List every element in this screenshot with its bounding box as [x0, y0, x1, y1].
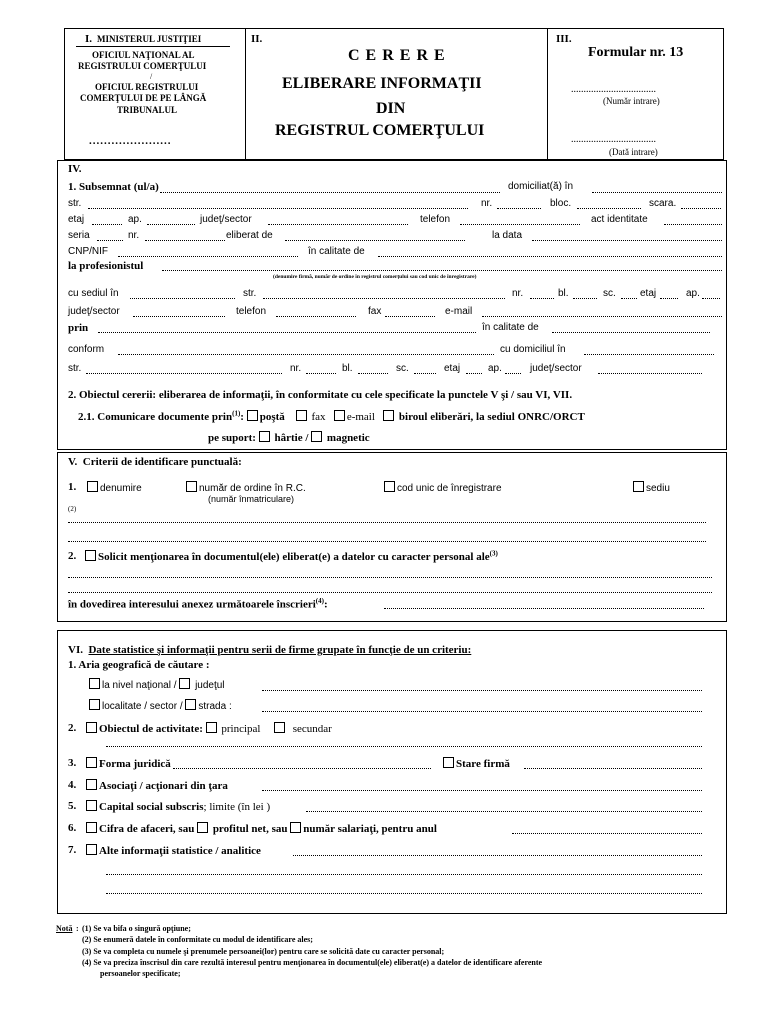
- seria-nr-label: nr.: [128, 230, 140, 241]
- vi-item4-num: 4.: [68, 779, 77, 791]
- nr-field[interactable]: [497, 208, 541, 209]
- col1-label: I.: [85, 33, 93, 45]
- hartie-checkbox[interactable]: [259, 431, 270, 442]
- section-vi-heading: [68, 645, 471, 656]
- posta-label: poştă: [259, 411, 285, 423]
- principal-checkbox[interactable]: [206, 722, 217, 733]
- section-vi-box: [57, 630, 727, 914]
- act-identitate-field[interactable]: [664, 224, 722, 225]
- capital-label: Capital social subscris: [99, 801, 204, 813]
- forma-juridica-checkbox[interactable]: [86, 757, 97, 768]
- note-2: (2) Se enumeră datele în conformitate cu modul de identificare ales;: [82, 935, 313, 944]
- solicit-field-1[interactable]: [68, 577, 712, 578]
- in-calitate-de-label: în calitate de: [308, 246, 365, 257]
- col2-label: II.: [251, 33, 263, 45]
- forma-juridica-row: [86, 757, 171, 770]
- data-intrare-label: (Dată intrare): [609, 147, 658, 157]
- sediu-ap-label: ap.: [686, 288, 700, 299]
- birou-label: biroul eliberări, la sediul ONRC/ORCT: [398, 411, 585, 423]
- denumire-option: [87, 481, 142, 494]
- dom-str-label: str.: [68, 363, 82, 374]
- onrc-line2: REGISTRULUI COMERŢULUI: [78, 61, 207, 71]
- alte-field-1[interactable]: [293, 855, 702, 856]
- localitate-row: [89, 699, 232, 712]
- cu-domiciliul-field[interactable]: [584, 354, 714, 355]
- strada-label: strada :: [198, 701, 232, 712]
- sediu-etaj-field[interactable]: [660, 298, 678, 299]
- dom-etaj-label: etaj: [444, 363, 461, 374]
- email-label: e-mail: [346, 411, 375, 423]
- conform-label: conform: [68, 344, 105, 355]
- form-subtitle-1: ELIBERARE INFORMAŢII: [282, 75, 482, 92]
- cnp-label: CNP/NIF: [68, 246, 108, 257]
- obiectul-field[interactable]: [106, 746, 702, 747]
- sediu-label: sediu: [646, 483, 670, 494]
- solicit-label: Solicit menţionarea în documentul(ele) eliberat(e) a datelor cu caracter personal ale: [98, 551, 490, 563]
- telefon-label: telefon: [420, 214, 451, 225]
- obiectul-label: [68, 390, 572, 401]
- sediu-str-label: str.: [243, 288, 257, 299]
- numar-ordine-option: [186, 481, 306, 494]
- solicit-row: [85, 550, 498, 563]
- asociati-field[interactable]: [262, 790, 702, 791]
- cod-unic-checkbox[interactable]: [384, 481, 395, 492]
- ap-label: ap.: [128, 214, 142, 225]
- cu-domiciliul-label: cu domiciliul în: [500, 344, 566, 355]
- sediu-ap-field[interactable]: [702, 298, 720, 299]
- comunicare-sup: (1): [232, 409, 241, 418]
- note-4b: persoanelor specificate;: [100, 969, 181, 978]
- forma-juridica-field[interactable]: [173, 768, 431, 769]
- orc-line2: COMERŢULUI DE PE LÂNGĂ: [80, 93, 207, 103]
- dom-nr-label: nr.: [290, 363, 302, 374]
- eliberat-de-field[interactable]: [285, 240, 465, 241]
- salariati-field[interactable]: [512, 833, 702, 834]
- vi-item2-num: 2.: [68, 722, 77, 734]
- form-title: C E R E R E: [348, 47, 446, 64]
- sediu-bl-field[interactable]: [573, 298, 597, 299]
- act-identitate-label: act identitate: [591, 214, 648, 225]
- pe-suport-label: pe suport:: [208, 432, 256, 444]
- subsemnat-field[interactable]: [160, 192, 500, 193]
- posta-checkbox[interactable]: [247, 410, 258, 421]
- suport-row: [208, 431, 370, 444]
- cifra-row: [86, 822, 437, 835]
- dom-ap-label: ap.: [488, 363, 502, 374]
- judet-sector-field[interactable]: [268, 224, 408, 225]
- fax-label: fax: [311, 411, 326, 423]
- criteriu-1-field-2[interactable]: [68, 541, 706, 542]
- sediu-sc-label: sc.: [603, 288, 616, 299]
- vi-item7-num: 7.: [68, 844, 77, 856]
- dom-ap-field[interactable]: [505, 373, 521, 374]
- form-subtitle-2: DIN: [376, 100, 406, 117]
- slash: /: [150, 72, 153, 81]
- section-v-heading: [68, 457, 242, 468]
- national-label: la nivel naţional /: [102, 680, 177, 691]
- cod-unic-label: cod unic de înregistrare: [397, 483, 502, 494]
- stare-firma-checkbox[interactable]: [443, 757, 454, 768]
- sediu-telefon-label: telefon: [236, 306, 267, 317]
- cnp-field[interactable]: [118, 256, 298, 257]
- national-row: [89, 678, 225, 691]
- dom-judet-label: judeţ/sector: [530, 363, 582, 374]
- dovedirea-sup: (4): [315, 597, 324, 605]
- secundar-checkbox[interactable]: [274, 722, 285, 733]
- dom-etaj-field[interactable]: [466, 373, 482, 374]
- cifra-checkbox[interactable]: [86, 822, 97, 833]
- orc-line1: OFICIUL REGISTRULUI: [95, 82, 199, 92]
- la-data-label: la data: [492, 230, 523, 241]
- seria-nr-field[interactable]: [145, 240, 225, 241]
- solicit-field-2[interactable]: [68, 592, 712, 593]
- asociati-label: Asociaţi / acţionari din ţara: [99, 780, 228, 792]
- obiectul-text: eliberarea de informaţii, în conformitate cu cele specificate la punctele V şi / sau VI, VII.: [158, 389, 573, 401]
- formular-number: Formular nr. 13: [588, 45, 684, 60]
- principal-label: principal: [221, 723, 261, 735]
- secundar-label: secundar: [292, 723, 332, 735]
- col3-label: III.: [556, 33, 572, 45]
- conform-field[interactable]: [118, 354, 494, 355]
- comunicare-row: 2.1. Comunicare documente prin$^{(1)}$: poştă fax e-mail biroul eliberări, la sediul ONRC/ORCT: [78, 409, 585, 423]
- sediu-judet-label: judeţ/sector: [68, 306, 120, 317]
- seria-field[interactable]: [97, 240, 123, 241]
- sediu-checkbox[interactable]: [633, 481, 644, 492]
- sediu-bl-label: bl.: [558, 288, 569, 299]
- section-vi-title: Date statistice şi informaţii pentru serii de firme grupate în funcţie de un criteriu:: [88, 644, 472, 656]
- cifra-label: Cifra de afaceri, sau: [99, 823, 195, 835]
- asociati-row: [86, 779, 228, 792]
- email-checkbox[interactable]: [334, 410, 345, 421]
- subsemnat-label: 1. Subsemnat (ul/a): [68, 181, 159, 193]
- alte-field-3[interactable]: [106, 893, 702, 894]
- salariati-checkbox[interactable]: [290, 822, 301, 833]
- denumire-checkbox[interactable]: [87, 481, 98, 492]
- judetul-checkbox[interactable]: [179, 678, 190, 689]
- stare-firma-row: [443, 757, 510, 770]
- prin-calitate-label: în calitate de: [482, 322, 539, 333]
- section-v-box: [57, 452, 727, 622]
- sediu-sc-field[interactable]: [621, 298, 637, 299]
- solicit-checkbox[interactable]: [85, 550, 96, 561]
- criteriu-1-num: 1.: [68, 481, 77, 493]
- numar-intrare-dots[interactable]: ..................................: [571, 84, 656, 95]
- aria-label: 1. Aria geografică de căutare :: [68, 659, 210, 671]
- sediu-nr-label: nr.: [512, 288, 524, 299]
- header-col3-divider: [547, 28, 548, 160]
- strada-field[interactable]: [262, 711, 702, 712]
- telefon-field[interactable]: [460, 224, 580, 225]
- criteriu-1-field-1[interactable]: [68, 522, 706, 523]
- section-vi-label: VI.: [68, 644, 83, 656]
- judetul-field[interactable]: [262, 690, 702, 691]
- comunicare-label: 2.1. Comunicare documente prin: [78, 411, 233, 423]
- dovedirea-field[interactable]: [384, 608, 704, 609]
- scara-label: scara.: [649, 198, 677, 209]
- stare-firma-label: Stare firmă: [456, 758, 510, 770]
- sediu-etaj-label: etaj: [640, 288, 657, 299]
- prin-calitate-field[interactable]: [552, 332, 710, 333]
- salariati-label: număr salariaţi, pentru anul: [303, 823, 437, 835]
- domiciliat-field[interactable]: [592, 192, 722, 193]
- sediu-telefon-field[interactable]: [276, 316, 356, 317]
- dom-judet-field[interactable]: [598, 373, 702, 374]
- obiectul-activitate-label: Obiectul de activitate: [99, 723, 200, 735]
- section-v-label: V.: [68, 456, 78, 468]
- fax-checkbox[interactable]: [296, 410, 307, 421]
- orc-line3: TRIBUNALUL: [117, 105, 178, 115]
- numar-ordine-label: număr de ordine în R.C.: [199, 483, 306, 494]
- sediu-nr-field[interactable]: [530, 298, 554, 299]
- capital-row: [86, 800, 270, 813]
- obiectul-row: Obiectul de activitate: principal secundar: [86, 722, 332, 735]
- sediu-email-label: e-mail: [445, 306, 473, 317]
- hartie-label: hârtie /: [274, 432, 309, 444]
- seria-label: seria: [68, 230, 90, 241]
- scara-field[interactable]: [681, 208, 721, 209]
- la-profesionistul-label: la profesionistul: [68, 260, 144, 272]
- national-checkbox[interactable]: [89, 678, 100, 689]
- obiectul-checkbox[interactable]: [86, 722, 97, 733]
- dovedirea-label: în dovedirea interesului anexez următoarele înscrieri: [68, 598, 316, 611]
- etaj-field[interactable]: [92, 224, 122, 225]
- ap-field[interactable]: [147, 224, 195, 225]
- profit-checkbox[interactable]: [197, 822, 208, 833]
- judet-sector-label: judeţ/sector: [200, 214, 252, 225]
- capital-checkbox[interactable]: [86, 800, 97, 811]
- sediu-option: [633, 481, 670, 494]
- denumire-label: denumire: [100, 483, 142, 494]
- la-profesionistul-field[interactable]: [162, 270, 722, 271]
- alte-field-2[interactable]: [106, 874, 702, 875]
- birou-checkbox[interactable]: [383, 410, 394, 421]
- alte-row: [86, 844, 261, 857]
- dom-str-field[interactable]: [86, 373, 282, 374]
- tribunal-dots[interactable]: ......................: [89, 135, 172, 147]
- str-field[interactable]: [88, 208, 468, 209]
- bloc-label: bloc.: [550, 198, 572, 209]
- str-label: str.: [68, 198, 82, 209]
- vi-item5-num: 5.: [68, 800, 77, 812]
- capital-field[interactable]: [306, 811, 702, 812]
- sediu-fax-label: fax: [368, 306, 382, 317]
- stare-firma-field[interactable]: [524, 768, 702, 769]
- dom-nr-field[interactable]: [306, 373, 336, 374]
- data-intrare-dots[interactable]: ..................................: [571, 134, 656, 145]
- eliberat-de-label: eliberat de: [226, 230, 273, 241]
- solicit-sup: (3): [489, 549, 498, 558]
- cu-sediul-label: cu sediul în: [68, 288, 119, 299]
- numar-ordine-checkbox[interactable]: [186, 481, 197, 492]
- alte-checkbox[interactable]: [86, 844, 97, 855]
- asociati-checkbox[interactable]: [86, 779, 97, 790]
- criteriu-2-num: 2.: [68, 550, 77, 562]
- ministry-name: MINISTERUL JUSTIŢIEI: [97, 34, 202, 44]
- form-subtitle-3: REGISTRUL COMERŢULUI: [275, 122, 485, 139]
- vi-item3-num: 3.: [68, 757, 77, 769]
- forma-juridica-label: Forma juridică: [99, 758, 171, 770]
- note-1: (1) Se va bifa o singură opţiune;: [82, 924, 191, 933]
- section-v-title: Criterii de identificare punctuală:: [82, 456, 242, 468]
- sediu-str-field[interactable]: [263, 298, 505, 299]
- profesionist-note: (denumire firmă, număr de ordine în registrul comerţului sau cod unic de înregistrare): [273, 274, 477, 280]
- sediu-email-field[interactable]: [482, 316, 722, 317]
- obiectul-label-text: 2. Obiectul cererii:: [68, 389, 157, 401]
- dom-bl-field[interactable]: [358, 373, 388, 374]
- in-calitate-de-field[interactable]: [378, 256, 722, 257]
- nota-colon: :: [76, 924, 79, 933]
- sediu-fax-field[interactable]: [385, 316, 435, 317]
- note-2-marker: (2): [68, 505, 77, 513]
- localitate-checkbox[interactable]: [89, 699, 100, 710]
- note-4a: (4) Se va preciza înscrisul din care rezultă interesul pentru menţionarea în documentul(ele) eliberat(e) a datelor de identificare aferente: [82, 958, 543, 967]
- dom-bl-label: bl.: [342, 363, 353, 374]
- alte-label: Alte informaţii statistice / analitice: [99, 845, 261, 857]
- note-3: (3) Se va completa cu numele şi prenumele persoanei(lor) pentru care se solicită date cu caracter personal;: [82, 947, 445, 956]
- nr-label: nr.: [481, 198, 493, 209]
- dovedirea-row: în dovedirea interesului anexez următoarele înscrieri$^{(4)}$:: [68, 597, 328, 611]
- judetul-label: judeţul: [195, 680, 225, 691]
- bloc-field[interactable]: [577, 208, 641, 209]
- prin-field[interactable]: [98, 332, 476, 333]
- strada-checkbox[interactable]: [185, 699, 196, 710]
- numar-intrare-label: (Număr intrare): [603, 96, 660, 106]
- etaj-label: etaj: [68, 214, 85, 225]
- section-iv-box: [57, 160, 727, 450]
- sediu-judet-field[interactable]: [133, 316, 225, 317]
- profit-label: profitul net, sau: [212, 823, 288, 835]
- ministry-underline: [76, 46, 230, 47]
- localitate-label: localitate / sector /: [102, 701, 183, 712]
- domiciliat-label: domiciliat(ă) în: [508, 181, 574, 192]
- limite-label: ; limite (în lei ): [203, 801, 271, 813]
- onrc-line1: OFICIUL NAŢIONAL AL: [92, 50, 195, 60]
- dom-sc-field[interactable]: [414, 373, 436, 374]
- prin-label: prin: [68, 322, 89, 334]
- section-iv-label: IV.: [68, 163, 82, 175]
- nota-label: Notă: [56, 924, 73, 933]
- magnetic-label: magnetic: [326, 432, 370, 444]
- cu-sediul-field[interactable]: [130, 298, 235, 299]
- cod-unic-option: [384, 481, 502, 494]
- magnetic-checkbox[interactable]: [311, 431, 322, 442]
- la-data-field[interactable]: [532, 240, 722, 241]
- numar-inmatriculare-note: (număr înmatriculare): [208, 494, 295, 504]
- vi-item6-num: 6.: [68, 822, 77, 834]
- dom-sc-label: sc.: [396, 363, 409, 374]
